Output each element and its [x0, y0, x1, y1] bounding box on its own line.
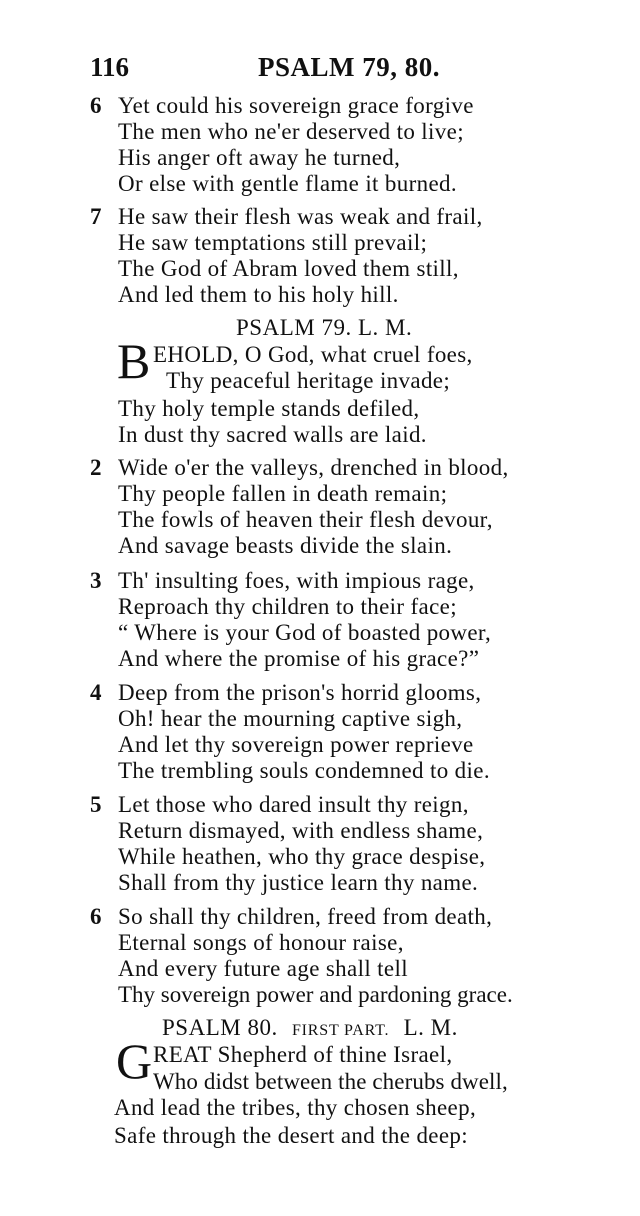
stanza-number: 3 — [90, 568, 102, 593]
drop-cap: B — [117, 333, 151, 389]
verse-line: Or else with gentle flame it burned. — [118, 171, 457, 196]
verse-line: And every future age shall tell — [118, 956, 408, 981]
psalm-heading: PSALM 79. L. M. — [236, 315, 413, 340]
verse-line: While heathen, who thy grace despise, — [118, 844, 486, 869]
verse-line: And let thy sovereign power reprieve — [118, 732, 474, 757]
drop-cap: G — [116, 1033, 153, 1089]
psalm-heading-meter: L. M. — [403, 1015, 458, 1040]
verse-line: Thy people fallen in death remain; — [118, 481, 448, 506]
verse-line: In dust thy sacred walls are laid. — [118, 422, 427, 447]
verse-line: And where the promise of his grace?” — [118, 646, 480, 671]
verse-line: REAT Shepherd of thine Israel, — [153, 1042, 453, 1067]
verse-line: Eternal songs of honour raise, — [118, 930, 404, 955]
stanza-number: 7 — [90, 204, 102, 229]
stanza-number: 6 — [90, 93, 102, 118]
running-head: PSALM 79, 80. — [258, 52, 440, 82]
verse-line: Safe through the desert and the deep: — [114, 1123, 468, 1148]
verse-line: Wide o'er the valleys, drenched in blood, — [118, 455, 509, 480]
verse-line: Thy holy temple stands defiled, — [118, 396, 420, 421]
verse-line: The fowls of heaven their flesh devour, — [118, 507, 493, 532]
verse-line: “ Where is your God of boasted power, — [118, 620, 492, 645]
verse-line: He saw their flesh was weak and frail, — [118, 204, 483, 229]
verse-line: The men who ne'er deserved to live; — [118, 119, 464, 144]
stanza-number: 2 — [90, 455, 102, 480]
verse-line: Thy sovereign power and pardoning grace. — [118, 982, 513, 1007]
stanza-number: 6 — [90, 904, 102, 929]
psalm-heading-part: FIRST PART. — [291, 1022, 390, 1039]
verse-line: And led them to his holy hill. — [118, 282, 399, 307]
verse-line: Deep from the prison's horrid glooms, — [118, 680, 482, 705]
verse-line: Yet could his sovereign grace forgive — [118, 93, 474, 118]
verse-line: Return dismayed, with endless shame, — [118, 818, 484, 843]
verse-line: Who didst between the cherubs dwell, — [153, 1069, 508, 1094]
psalm-heading — [162, 1015, 458, 1041]
verse-line: And savage beasts divide the slain. — [118, 533, 453, 558]
verse-line: He saw temptations still prevail; — [118, 230, 428, 255]
verse-line: EHOLD, O God, what cruel foes, — [153, 342, 473, 367]
psalm-heading-title: PSALM 80. — [162, 1015, 278, 1040]
verse-line: His anger oft away he turned, — [118, 145, 401, 170]
page-number: 116 — [90, 52, 130, 82]
verse-line: The trembling souls condemned to die. — [118, 758, 490, 783]
verse-line: The God of Abram loved them still, — [118, 256, 459, 281]
verse-line: So shall thy children, freed from death, — [118, 904, 493, 929]
verse-line: Shall from thy justice learn thy name. — [118, 870, 479, 895]
verse-line: Reproach thy children to their face; — [118, 594, 457, 619]
verse-line: And lead the tribes, thy chosen sheep, — [114, 1095, 477, 1120]
verse-line: Oh! hear the mourning captive sigh, — [118, 706, 463, 731]
verse-line: Thy peaceful heritage invade; — [166, 368, 451, 393]
stanza-number: 5 — [90, 792, 102, 817]
verse-line: Th' insulting foes, with impious rage, — [118, 568, 475, 593]
stanza-number: 4 — [90, 680, 102, 705]
verse-line: Let those who dared insult thy reign, — [118, 792, 469, 817]
